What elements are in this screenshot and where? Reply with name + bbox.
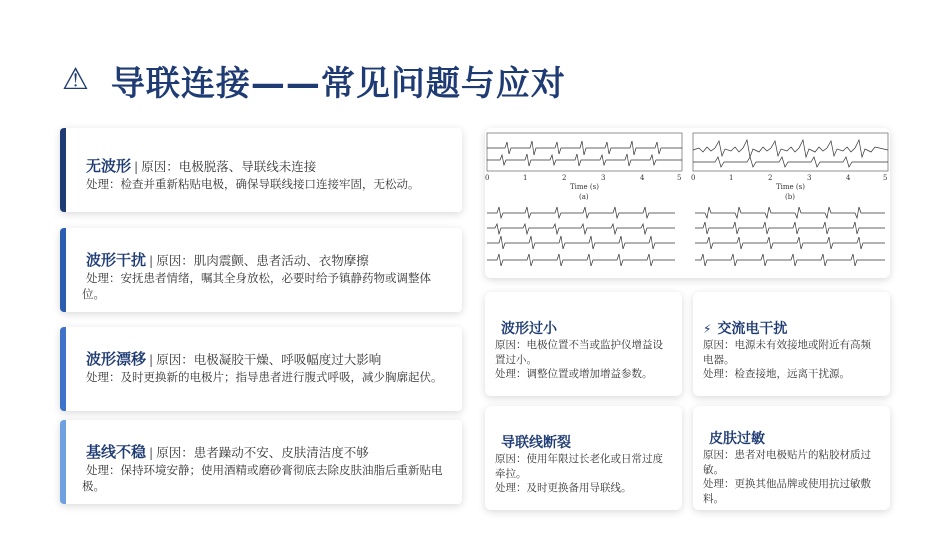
x-axis-label-a: Time (s) xyxy=(570,183,599,191)
problem-card-waveform-interference: 波形干扰 | 原因：肌肉震颤、患者活动、衣物摩擦 处理：安抚患者情绪，嘱其全身放松，必要时给予镇静药物或调整体位。 xyxy=(60,228,462,312)
ecg-waveform-image xyxy=(485,128,890,278)
problem-cause: 原因：电极脱落、导联线未连接 xyxy=(141,159,317,174)
problem-heading: 基线不稳 xyxy=(86,443,147,461)
svg-text:1: 1 xyxy=(523,174,528,182)
panel-a-label: (a) xyxy=(579,193,589,201)
problem-handling: 处理：及时更换新的电极片；指导患者进行腹式呼吸，减少胸廓起伏。 xyxy=(86,370,443,384)
x-axis-label-b: Time (s) xyxy=(776,183,805,191)
tip-cause: 原因：使用年限过长老化或日常过度牵拉。 xyxy=(495,453,663,480)
svg-text:2: 2 xyxy=(562,174,567,182)
svg-text:3: 3 xyxy=(601,174,606,182)
tip-cause: 原因：电极位置不当或监护仪增益设置过小。 xyxy=(495,339,663,366)
svg-text:4: 4 xyxy=(846,174,851,182)
tip-handling: 处理：调整位置或增加增益参数。 xyxy=(495,368,653,380)
svg-text:5: 5 xyxy=(677,174,682,182)
problem-handling: 处理：保持环境安静；使用酒精或磨砂膏彻底去除皮肤油脂后重新贴电极。 xyxy=(82,463,443,493)
lightning-icon: ⚡ xyxy=(703,322,712,336)
svg-text:5: 5 xyxy=(883,174,888,182)
tip-card-skin-allergy xyxy=(693,406,890,510)
tip-heading: 皮肤过敏 xyxy=(709,431,765,447)
problem-cause: 原因：患者躁动不安、皮肤清洁度不够 xyxy=(156,445,369,460)
problem-handling: 处理：检查并重新粘贴电极，确保导联线接口连接牢固，无松动。 xyxy=(86,177,420,191)
panel-b-label: (b) xyxy=(785,193,795,201)
svg-text:2: 2 xyxy=(768,174,773,182)
tip-handling: 处理：检查接地，远离干扰源。 xyxy=(703,368,850,380)
problem-card-no-waveform: 无波形 | 原因：电极脱落、导联线未连接 处理：检查并重新粘贴电极，确保导联线接口连接牢固，无松动。 xyxy=(60,128,462,212)
page-title xyxy=(62,52,566,108)
problem-card-baseline-unstable: 基线不稳 | 原因：患者躁动不安、皮肤清洁度不够 处理：保持环境安静；使用酒精或磨砂膏彻底去除皮肤油脂后重新贴电极。 xyxy=(60,420,462,504)
page-title-text: 导联连接——常见问题与应对 xyxy=(110,63,566,104)
svg-text:3: 3 xyxy=(807,174,812,182)
problem-cause: 原因：电极凝胶干燥、呼吸幅度过大影响 xyxy=(156,352,382,367)
tip-heading: 波形过小 xyxy=(501,321,557,337)
problem-heading: 波形漂移 xyxy=(86,350,147,368)
problem-heading: 无波形 xyxy=(86,157,132,175)
warning-icon: ⚠ xyxy=(62,62,89,97)
svg-text:0: 0 xyxy=(485,174,490,182)
ecg-waveform-figure xyxy=(485,128,890,278)
tip-heading: 导联线断裂 xyxy=(501,435,571,451)
tip-card-ac-interference xyxy=(693,292,890,396)
problem-heading: 波形干扰 xyxy=(86,251,147,269)
tip-cause: 原因：患者对电极贴片的粘胶材质过敏。 xyxy=(703,449,871,476)
problem-handling: 处理：安抚患者情绪，嘱其全身放松，必要时给予镇静药物或调整体位。 xyxy=(82,271,431,301)
problem-card-waveform-drift: 波形漂移 | 原因：电极凝胶干燥、呼吸幅度过大影响 处理：及时更换新的电极片；指导患者进行腹式呼吸，减少胸廓起伏。 xyxy=(60,327,462,411)
tip-handling: 处理：更换其他品牌或使用抗过敏敷料。 xyxy=(703,478,871,505)
svg-text:0: 0 xyxy=(691,174,696,182)
svg-text:1: 1 xyxy=(729,174,734,182)
svg-text:4: 4 xyxy=(640,174,645,182)
tip-cause: 原因：电源未有效接地或附近有高频电器。 xyxy=(703,339,871,366)
tip-handling: 处理：及时更换备用导联线。 xyxy=(495,482,632,494)
tip-heading: 交流电干扰 xyxy=(717,321,788,337)
problem-cause: 原因：肌肉震颤、患者活动、衣物摩擦 xyxy=(156,253,369,268)
tip-card-lead-broken xyxy=(485,406,682,510)
tip-card-small-waveform xyxy=(485,292,682,396)
